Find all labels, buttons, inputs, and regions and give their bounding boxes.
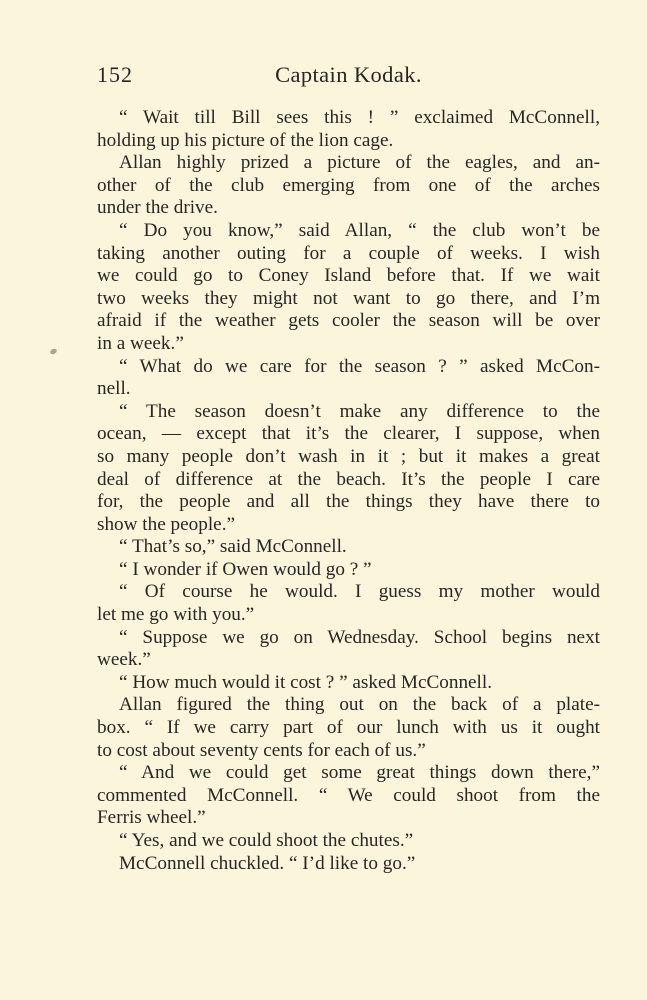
text-line: taking another outing for a couple of weeks. I wish bbox=[97, 242, 600, 264]
running-title: Captain Kodak. bbox=[275, 62, 422, 87]
text-line: box. “ If we carry part of our lunch with us it ought bbox=[97, 717, 600, 739]
page-number: 152 bbox=[97, 62, 133, 87]
text-line: “ And we could get some great things down there,” bbox=[119, 762, 600, 784]
text-line: afraid if the weather gets cooler the season will be over bbox=[97, 310, 600, 332]
text-line: “ Of course he would. I guess my mother would bbox=[119, 581, 600, 603]
text-line: “ Suppose we go on Wednesday. School begins next bbox=[119, 626, 600, 648]
text-line: Allan highly prized a picture of the eagles, and an- bbox=[119, 152, 600, 174]
text-line: week.” bbox=[97, 649, 151, 671]
text-line: Ferris wheel.” bbox=[97, 807, 206, 829]
text-line: we could go to Coney Island before that. If we wait bbox=[97, 265, 600, 287]
text-line: “ I wonder if Owen would go ? ” bbox=[119, 558, 372, 580]
text-line: two weeks they might not want to go there, and I’m bbox=[97, 287, 600, 309]
text-line: holding up his picture of the lion cage. bbox=[97, 129, 394, 151]
text-line: let me go with you.” bbox=[97, 604, 255, 626]
text-line: “ The season doesn’t make any difference to the bbox=[119, 400, 600, 422]
text-line: “ Yes, and we could shoot the chutes.” bbox=[119, 830, 414, 851]
text-line: for, the people and all the things they have there to bbox=[97, 491, 600, 513]
text-line: “ That’s so,” said McConnell. bbox=[119, 536, 347, 558]
text-line: show the people.” bbox=[97, 513, 236, 535]
text-line: “ Wait till Bill sees this ! ” exclaimed McConnell, bbox=[119, 107, 600, 128]
body-text bbox=[97, 107, 600, 875]
text-line: “ What do we care for the season ? ” asked McCon- bbox=[119, 355, 600, 377]
text-line: in a week.” bbox=[97, 332, 184, 354]
text-line: “ How much would it cost ? ” asked McConnell. bbox=[119, 671, 493, 693]
text-line: under the drive. bbox=[97, 197, 218, 219]
paper-speck bbox=[49, 348, 57, 355]
text-line: ocean, — except that it’s the clearer, I suppose, when bbox=[97, 423, 600, 445]
text-line: Allan figured the thing out on the back of a plate- bbox=[119, 694, 600, 716]
text-line: deal of difference at the beach. It’s the people I care bbox=[97, 468, 600, 490]
text-line: to cost about seventy cents for each of us.” bbox=[97, 739, 426, 761]
text-line: other of the club emerging from one of the arches bbox=[97, 174, 600, 196]
text-line: commented McConnell. “ We could shoot from the bbox=[97, 784, 600, 806]
page-header bbox=[97, 62, 600, 92]
text-line: “ Do you know,” said Allan, “ the club won’t be bbox=[119, 219, 600, 241]
text-line: nell. bbox=[97, 378, 131, 400]
text-line: McConnell chuckled. “ I’d like to go.” bbox=[119, 852, 416, 874]
text-line: so many people don’t wash in it ; but it makes a great bbox=[97, 445, 600, 467]
